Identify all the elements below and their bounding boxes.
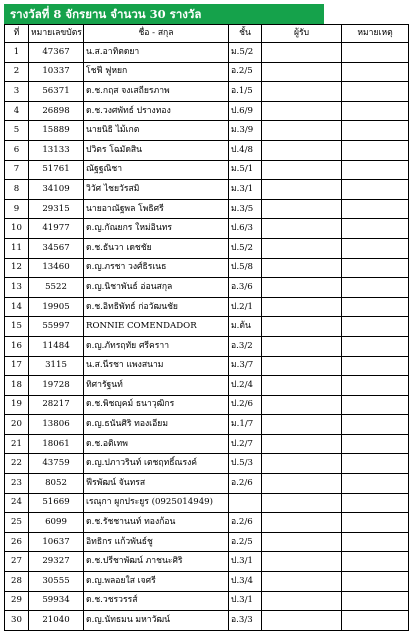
table-row bbox=[5, 180, 409, 200]
remarks-cell bbox=[342, 297, 409, 317]
card-number: 55997 bbox=[29, 317, 84, 337]
row-number: 23 bbox=[5, 474, 29, 494]
row-number: 13 bbox=[5, 278, 29, 298]
remarks-cell bbox=[342, 140, 409, 160]
table-row bbox=[5, 532, 409, 552]
card-number: 41977 bbox=[29, 219, 84, 239]
row-number: 4 bbox=[5, 101, 29, 121]
class-level: อ.3/3 bbox=[229, 611, 262, 631]
class-level: ป.2/1 bbox=[229, 297, 262, 317]
class-level: ม.5/1 bbox=[229, 160, 262, 180]
row-number: 11 bbox=[5, 238, 29, 258]
row-number: 16 bbox=[5, 336, 29, 356]
card-number: 51761 bbox=[29, 160, 84, 180]
row-number: 26 bbox=[5, 532, 29, 552]
table-row bbox=[5, 43, 409, 63]
class-level: ป.5/2 bbox=[229, 238, 262, 258]
remarks-cell bbox=[342, 474, 409, 494]
recipient-cell bbox=[262, 395, 342, 415]
recipient-cell bbox=[262, 160, 342, 180]
row-number: 8 bbox=[5, 180, 29, 200]
recipient-cell bbox=[262, 219, 342, 239]
card-number: 10637 bbox=[29, 532, 84, 552]
class-level: ม.1/7 bbox=[229, 415, 262, 435]
table-row bbox=[5, 611, 409, 631]
table-row bbox=[5, 278, 409, 298]
recipient-cell bbox=[262, 513, 342, 533]
remarks-cell bbox=[342, 317, 409, 337]
class-level: ป.3/1 bbox=[229, 591, 262, 611]
card-number: 13806 bbox=[29, 415, 84, 435]
recipient-cell bbox=[262, 121, 342, 141]
winner-name: โชฟี ฟูหยก bbox=[84, 62, 229, 82]
remarks-cell bbox=[342, 258, 409, 278]
table-body bbox=[5, 43, 409, 631]
remarks-cell bbox=[342, 62, 409, 82]
winner-name: นายนิธิ ไม้เกต bbox=[84, 121, 229, 141]
winner-name: ด.ญ.ธนันศิริ ทองเอียม bbox=[84, 415, 229, 435]
remarks-cell bbox=[342, 121, 409, 141]
recipient-cell bbox=[262, 356, 342, 376]
col-header-remarks: หมายเหตุ bbox=[342, 25, 409, 43]
card-number: 47367 bbox=[29, 43, 84, 63]
recipient-cell bbox=[262, 101, 342, 121]
card-number: 18061 bbox=[29, 434, 84, 454]
winner-name: ด.ญ.นิชาพันธ์ อ่อนสกุล bbox=[84, 278, 229, 298]
class-level: อ.2/6 bbox=[229, 474, 262, 494]
row-number: 27 bbox=[5, 552, 29, 572]
winner-name: น.ส.นีรชา แพงสนาม bbox=[84, 356, 229, 376]
remarks-cell bbox=[342, 43, 409, 63]
recipient-cell bbox=[262, 82, 342, 102]
remarks-cell bbox=[342, 101, 409, 121]
card-number: 29327 bbox=[29, 552, 84, 572]
card-number: 21040 bbox=[29, 611, 84, 631]
recipient-cell bbox=[262, 434, 342, 454]
table-row bbox=[5, 434, 409, 454]
winner-name: อิทธิกร แก้วพันธ์ชู bbox=[84, 532, 229, 552]
row-number: 19 bbox=[5, 395, 29, 415]
row-number: 24 bbox=[5, 493, 29, 513]
recipient-cell bbox=[262, 376, 342, 396]
class-level: ป.3/1 bbox=[229, 552, 262, 572]
winner-name: เรณุกา ผูกประยูร (0925014949) bbox=[84, 493, 229, 513]
row-number: 25 bbox=[5, 513, 29, 533]
remarks-cell bbox=[342, 160, 409, 180]
recipient-cell bbox=[262, 552, 342, 572]
remarks-cell bbox=[342, 513, 409, 533]
recipient-cell bbox=[262, 297, 342, 317]
row-number: 17 bbox=[5, 356, 29, 376]
winners-table bbox=[4, 24, 409, 631]
remarks-cell bbox=[342, 552, 409, 572]
remarks-cell bbox=[342, 278, 409, 298]
recipient-cell bbox=[262, 238, 342, 258]
table-row bbox=[5, 415, 409, 435]
table-row bbox=[5, 591, 409, 611]
winner-name: ด.ญ.พลอยใส เจศรี bbox=[84, 572, 229, 592]
table-row bbox=[5, 572, 409, 592]
winner-name: ด.ช.กฤส จงเสถียรภาพ bbox=[84, 82, 229, 102]
table-row bbox=[5, 395, 409, 415]
remarks-cell bbox=[342, 180, 409, 200]
class-level: ม.3/7 bbox=[229, 356, 262, 376]
class-level: ม.ต้น bbox=[229, 317, 262, 337]
recipient-cell bbox=[262, 532, 342, 552]
winner-name: วิวัศ ไชยวัรสมิ bbox=[84, 180, 229, 200]
winner-name: ณัฐฐณิชา bbox=[84, 160, 229, 180]
remarks-cell bbox=[342, 493, 409, 513]
class-level: อ.2/5 bbox=[229, 62, 262, 82]
remarks-cell bbox=[342, 572, 409, 592]
table-row bbox=[5, 82, 409, 102]
class-level: อ.3/2 bbox=[229, 336, 262, 356]
card-number: 3115 bbox=[29, 356, 84, 376]
row-number: 15 bbox=[5, 317, 29, 337]
row-number: 21 bbox=[5, 434, 29, 454]
winner-name: ด.ช.อติเทพ bbox=[84, 434, 229, 454]
header-row bbox=[5, 25, 409, 43]
row-number: 12 bbox=[5, 258, 29, 278]
class-level bbox=[229, 493, 262, 513]
winner-name: ด.ช.วงศพัทธ์ ปรางทอง bbox=[84, 101, 229, 121]
winner-name: ด.ช.ปรีชาพัฒน์ ภาชนะศิริ bbox=[84, 552, 229, 572]
winner-name: น.ส.อาทิตดยา bbox=[84, 43, 229, 63]
row-number: 28 bbox=[5, 572, 29, 592]
table-row bbox=[5, 552, 409, 572]
row-number: 9 bbox=[5, 199, 29, 219]
row-number: 7 bbox=[5, 160, 29, 180]
recipient-cell bbox=[262, 199, 342, 219]
winner-name: ด.ช.พิชญุคม์ ธนาวุฒิกร bbox=[84, 395, 229, 415]
row-number: 20 bbox=[5, 415, 29, 435]
card-number: 29315 bbox=[29, 199, 84, 219]
table-row bbox=[5, 101, 409, 121]
card-number: 19905 bbox=[29, 297, 84, 317]
remarks-cell bbox=[342, 356, 409, 376]
card-number: 51669 bbox=[29, 493, 84, 513]
winner-name: ด.ญ.ภรชา วงศ์ธิรเนธ bbox=[84, 258, 229, 278]
recipient-cell bbox=[262, 258, 342, 278]
row-number: 30 bbox=[5, 611, 29, 631]
row-number: 2 bbox=[5, 62, 29, 82]
col-header-name: ชื่อ - สกุล bbox=[84, 25, 229, 43]
card-number: 13460 bbox=[29, 258, 84, 278]
row-number: 22 bbox=[5, 454, 29, 474]
recipient-cell bbox=[262, 43, 342, 63]
recipient-cell bbox=[262, 591, 342, 611]
row-number: 18 bbox=[5, 376, 29, 396]
winner-name: ด.ช.อิทธิพัทธ์ ก่อวัฒนชัย bbox=[84, 297, 229, 317]
table-row bbox=[5, 160, 409, 180]
table-row bbox=[5, 62, 409, 82]
remarks-cell bbox=[342, 199, 409, 219]
class-level: ป.5/3 bbox=[229, 454, 262, 474]
class-level: อ.1/5 bbox=[229, 82, 262, 102]
recipient-cell bbox=[262, 493, 342, 513]
class-level: ป.4/8 bbox=[229, 140, 262, 160]
winner-name: ด.ช.รัชชานนท์ ทองก้อน bbox=[84, 513, 229, 533]
recipient-cell bbox=[262, 180, 342, 200]
class-level: ป.2/6 bbox=[229, 395, 262, 415]
winner-name: ด.ญ.นัทธมน มหาวัฒน์ bbox=[84, 611, 229, 631]
winner-name: ด.ช.วชรวรรส์ bbox=[84, 591, 229, 611]
remarks-cell bbox=[342, 376, 409, 396]
remarks-cell bbox=[342, 219, 409, 239]
class-level: ป.3/4 bbox=[229, 572, 262, 592]
class-level: ป.6/9 bbox=[229, 101, 262, 121]
class-level: ป.2/7 bbox=[229, 434, 262, 454]
table-row bbox=[5, 493, 409, 513]
table-row bbox=[5, 140, 409, 160]
card-number: 19728 bbox=[29, 376, 84, 396]
row-number: 14 bbox=[5, 297, 29, 317]
class-level: ม.3/9 bbox=[229, 121, 262, 141]
table-row bbox=[5, 258, 409, 278]
row-number: 10 bbox=[5, 219, 29, 239]
recipient-cell bbox=[262, 336, 342, 356]
class-level: ม.3/5 bbox=[229, 199, 262, 219]
winner-name: นายอาณัฐพล โพธิศรี bbox=[84, 199, 229, 219]
prize-heading: รางวัลที่ 8 จักรยาน จำนวน 30 รางวัล bbox=[4, 4, 324, 24]
remarks-cell bbox=[342, 591, 409, 611]
winner-name: ฟีรพัฒน์ จันทรส bbox=[84, 474, 229, 494]
recipient-cell bbox=[262, 317, 342, 337]
card-number: 6099 bbox=[29, 513, 84, 533]
card-number: 5522 bbox=[29, 278, 84, 298]
card-number: 30555 bbox=[29, 572, 84, 592]
col-header-class: ชั้น bbox=[229, 25, 262, 43]
winner-name: ด.ญ.ภัทรฤทัย ศรีคราา bbox=[84, 336, 229, 356]
col-header-card-number: หมายเลขบัตร bbox=[29, 25, 84, 43]
row-number: 1 bbox=[5, 43, 29, 63]
remarks-cell bbox=[342, 611, 409, 631]
table-row bbox=[5, 199, 409, 219]
winner-name: ปวิตร โฉมัดสิน bbox=[84, 140, 229, 160]
recipient-cell bbox=[262, 572, 342, 592]
recipient-cell bbox=[262, 278, 342, 298]
winner-name: ทิศารัฐนท์ bbox=[84, 376, 229, 396]
class-level: ป.6/3 bbox=[229, 219, 262, 239]
table-row bbox=[5, 238, 409, 258]
remarks-cell bbox=[342, 238, 409, 258]
col-header-no: ที่ bbox=[5, 25, 29, 43]
card-number: 13133 bbox=[29, 140, 84, 160]
table-row bbox=[5, 454, 409, 474]
class-level: อ.2/5 bbox=[229, 532, 262, 552]
recipient-cell bbox=[262, 62, 342, 82]
remarks-cell bbox=[342, 415, 409, 435]
recipient-cell bbox=[262, 611, 342, 631]
card-number: 8052 bbox=[29, 474, 84, 494]
class-level: ม.5/2 bbox=[229, 43, 262, 63]
winner-name: RONNIE COMENDADOR bbox=[84, 317, 229, 337]
remarks-cell bbox=[342, 82, 409, 102]
class-level: ป.5/8 bbox=[229, 258, 262, 278]
class-level: อ.2/6 bbox=[229, 513, 262, 533]
card-number: 34109 bbox=[29, 180, 84, 200]
card-number: 28217 bbox=[29, 395, 84, 415]
remarks-cell bbox=[342, 395, 409, 415]
table-row bbox=[5, 474, 409, 494]
winner-name: ด.ญ.กัณยกร ใหม่อินทร bbox=[84, 219, 229, 239]
table-row bbox=[5, 121, 409, 141]
card-number: 26898 bbox=[29, 101, 84, 121]
recipient-cell bbox=[262, 140, 342, 160]
recipient-cell bbox=[262, 474, 342, 494]
col-header-recipient: ผู้รับ bbox=[262, 25, 342, 43]
card-number: 43759 bbox=[29, 454, 84, 474]
row-number: 6 bbox=[5, 140, 29, 160]
table-row bbox=[5, 376, 409, 396]
recipient-cell bbox=[262, 454, 342, 474]
winner-name: ด.ช.ธันวา เดชชัย bbox=[84, 238, 229, 258]
remarks-cell bbox=[342, 532, 409, 552]
winner-name: ด.ญ.ปภาวรินท์ เตชฤทธิ์ณรงค์ bbox=[84, 454, 229, 474]
remarks-cell bbox=[342, 434, 409, 454]
card-number: 59934 bbox=[29, 591, 84, 611]
card-number: 11484 bbox=[29, 336, 84, 356]
row-number: 5 bbox=[5, 121, 29, 141]
table-row bbox=[5, 356, 409, 376]
card-number: 10337 bbox=[29, 62, 84, 82]
class-level: ป.2/4 bbox=[229, 376, 262, 396]
table-row bbox=[5, 336, 409, 356]
class-level: ม.3/1 bbox=[229, 180, 262, 200]
row-number: 29 bbox=[5, 591, 29, 611]
row-number: 3 bbox=[5, 82, 29, 102]
recipient-cell bbox=[262, 415, 342, 435]
table-row bbox=[5, 317, 409, 337]
class-level: อ.3/6 bbox=[229, 278, 262, 298]
card-number: 34567 bbox=[29, 238, 84, 258]
table-row bbox=[5, 513, 409, 533]
card-number: 56371 bbox=[29, 82, 84, 102]
remarks-cell bbox=[342, 336, 409, 356]
table-row bbox=[5, 297, 409, 317]
card-number: 15889 bbox=[29, 121, 84, 141]
table-row bbox=[5, 219, 409, 239]
remarks-cell bbox=[342, 454, 409, 474]
